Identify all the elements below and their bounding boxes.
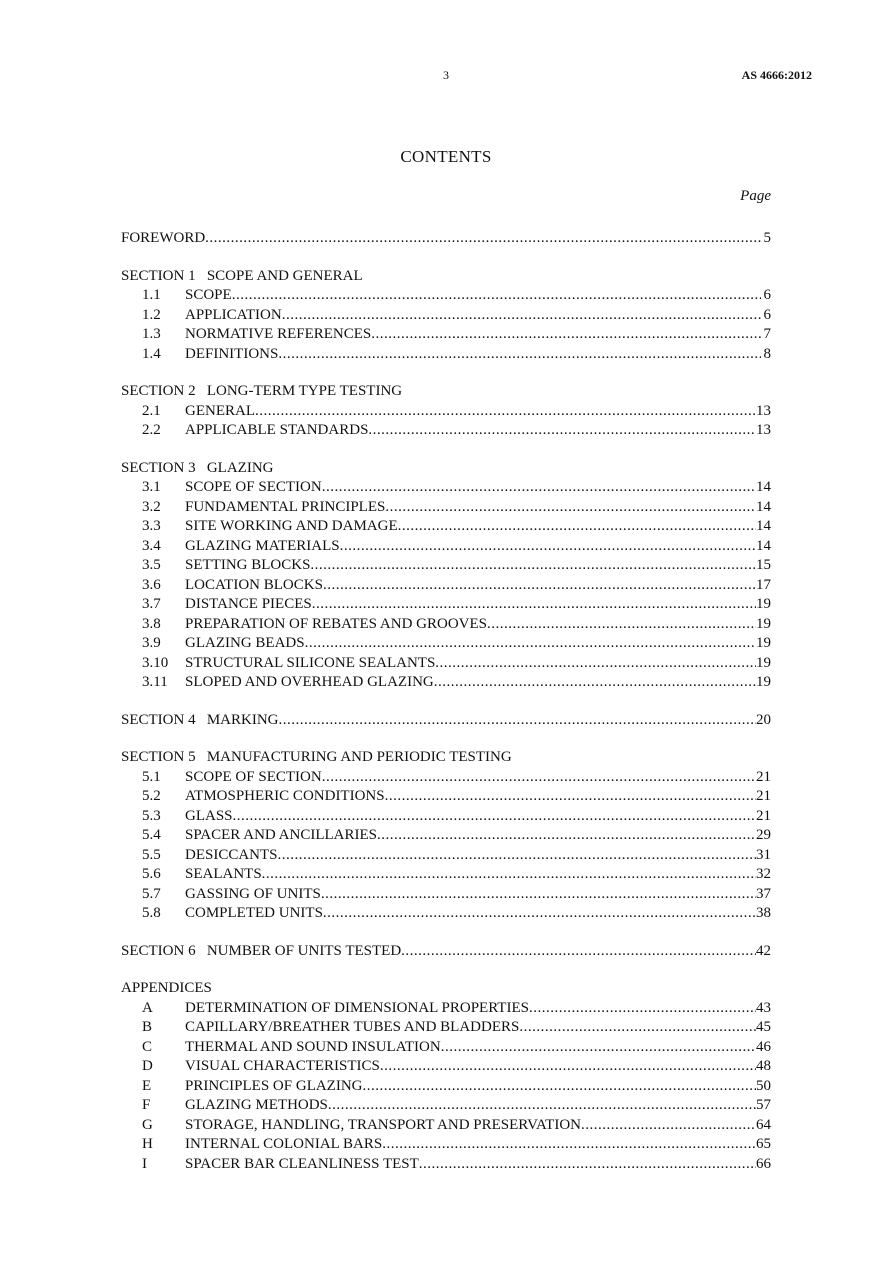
toc-entry-number: 3.3 xyxy=(142,518,161,534)
toc-entry[interactable] xyxy=(121,576,771,596)
toc-entry[interactable] xyxy=(121,325,771,345)
toc-entry[interactable] xyxy=(121,999,771,1019)
toc-entry-number: 5.7 xyxy=(142,885,161,902)
toc-entry-label: PREPARATION OF REBATES AND GROOVES xyxy=(185,615,487,632)
toc-entry-number: 2.1 xyxy=(142,402,161,419)
toc-entry[interactable] xyxy=(121,421,771,441)
toc-leader-dots xyxy=(279,711,757,731)
toc-entry-page: 13 xyxy=(756,402,771,419)
toc-entry-number: 3.10 xyxy=(142,654,169,671)
toc-entry-page: 5 xyxy=(763,230,771,246)
toc-entry-number: A xyxy=(142,999,153,1016)
toc-entry[interactable] xyxy=(121,537,771,557)
toc-entry[interactable] xyxy=(121,673,771,693)
toc-entry[interactable] xyxy=(121,885,771,905)
toc-entry[interactable] xyxy=(121,402,771,422)
toc-entry-page: 14 xyxy=(756,537,771,554)
toc-block-foreword xyxy=(121,229,771,249)
toc-entry-page: 32 xyxy=(756,866,771,882)
toc-entry-page: 14 xyxy=(756,498,771,515)
toc-entry-page: 50 xyxy=(756,1077,771,1094)
toc-entry[interactable] xyxy=(121,1018,771,1038)
toc-leader-dots xyxy=(305,634,756,654)
section-heading xyxy=(121,459,771,479)
toc-leader-dots xyxy=(377,826,756,846)
toc-entry-page: 64 xyxy=(756,1116,771,1133)
toc-entry[interactable] xyxy=(121,1077,771,1097)
toc-entry-label: SPACER BAR CLEANLINESS TEST xyxy=(185,1155,419,1172)
toc-leader-dots xyxy=(312,595,756,615)
toc-entry[interactable] xyxy=(121,306,771,326)
table-of-contents xyxy=(121,229,771,1192)
toc-entry-number: 5.2 xyxy=(142,788,161,804)
toc-entry-number: G xyxy=(142,1116,153,1133)
toc-entry-label: ATMOSPHERIC CONDITIONS xyxy=(185,788,385,804)
toc-entry-number: 3.7 xyxy=(142,596,161,612)
page-number: 3 xyxy=(443,68,449,82)
toc-leader-dots xyxy=(401,942,756,962)
toc-entry-page: 13 xyxy=(756,422,771,438)
toc-leader-dots xyxy=(434,673,756,693)
toc-entry-number: 1.3 xyxy=(142,326,161,342)
toc-entry-page: 65 xyxy=(756,1136,771,1152)
toc-entry-page: 66 xyxy=(756,1155,771,1172)
toc-entry-number: 5.4 xyxy=(142,827,161,843)
toc-entry-label: GLAZING METHODS xyxy=(185,1097,328,1113)
toc-entry-page: 19 xyxy=(756,654,771,671)
toc-entry-page: 19 xyxy=(756,596,771,612)
toc-entry-number: 3.8 xyxy=(142,615,161,632)
toc-entry-page: 19 xyxy=(756,674,771,690)
section-heading-text: SECTION 5 MANUFACTURING AND PERIODIC TESTING xyxy=(121,749,512,765)
toc-leader-dots xyxy=(487,615,756,635)
toc-entry-number: 2.2 xyxy=(142,422,161,438)
toc-leader-dots xyxy=(380,1057,756,1077)
section-heading xyxy=(121,382,771,402)
toc-entry-page: 19 xyxy=(756,635,771,651)
toc-leader-dots xyxy=(323,576,756,596)
toc-entry-page: 6 xyxy=(763,287,771,303)
toc-block-section-5 xyxy=(121,748,771,924)
toc-entry[interactable] xyxy=(121,768,771,788)
toc-entry[interactable] xyxy=(121,654,771,674)
toc-block-section-4 xyxy=(121,711,771,731)
toc-leader-dots xyxy=(581,1116,756,1136)
toc-leader-dots xyxy=(371,325,761,345)
toc-entry-label: INTERNAL COLONIAL BARS xyxy=(185,1136,383,1152)
toc-entry[interactable] xyxy=(121,865,771,885)
section-heading-text: SECTION 3 GLAZING xyxy=(121,459,274,476)
toc-entry-page: 14 xyxy=(756,479,771,495)
toc-entry-page: 17 xyxy=(756,576,771,593)
toc-entry-label: PRINCIPLES OF GLAZING xyxy=(185,1077,363,1094)
toc-entry-label: GASSING OF UNITS xyxy=(185,885,321,902)
toc-leader-dots xyxy=(278,846,756,866)
toc-entry-label: SCOPE OF SECTION xyxy=(185,768,322,785)
toc-leader-dots xyxy=(519,1018,756,1038)
toc-entry-page: 29 xyxy=(756,827,771,843)
toc-entry-label: GENERAL xyxy=(185,402,255,419)
toc-entry-label: NORMATIVE REFERENCES xyxy=(185,326,372,342)
toc-leader-dots xyxy=(340,537,756,557)
toc-entry[interactable] xyxy=(121,286,771,306)
toc-entry-page: 14 xyxy=(756,518,771,534)
toc-entry-number: 5.3 xyxy=(142,807,161,824)
toc-entry-label: SLOPED AND OVERHEAD GLAZING xyxy=(185,674,434,690)
section-heading xyxy=(121,979,771,999)
toc-leader-dots xyxy=(322,768,756,788)
toc-leader-dots xyxy=(322,478,756,498)
toc-entry-section-6[interactable] xyxy=(121,942,771,962)
toc-entry-number: 1.4 xyxy=(142,345,161,362)
toc-block-section-2 xyxy=(121,382,771,441)
toc-entry[interactable] xyxy=(121,1096,771,1116)
toc-block-section-3 xyxy=(121,459,771,693)
toc-entry-page: 48 xyxy=(756,1058,771,1074)
toc-entry-label: GLAZING BEADS xyxy=(185,635,305,651)
toc-entry[interactable] xyxy=(121,634,771,654)
toc-entry-label: STORAGE, HANDLING, TRANSPORT AND PRESERVATION xyxy=(185,1116,582,1133)
toc-entry-page: 19 xyxy=(756,615,771,632)
toc-entry[interactable] xyxy=(121,595,771,615)
section-heading-text: SECTION 1 SCOPE AND GENERAL xyxy=(121,267,363,284)
toc-entry-section-4[interactable] xyxy=(121,711,771,731)
toc-entry-label: DISTANCE PIECES xyxy=(185,596,312,612)
toc-entry-label: DEFINITIONS xyxy=(185,345,279,362)
toc-entry-label: FOREWORD xyxy=(121,230,206,246)
toc-entry-page: 20 xyxy=(756,711,771,728)
toc-block-appendices xyxy=(121,979,771,1174)
toc-entry-label: APPLICABLE STANDARDS xyxy=(185,422,369,438)
toc-entry-label: DESICCANTS xyxy=(185,846,278,863)
toc-entry[interactable] xyxy=(121,345,771,365)
toc-leader-dots xyxy=(385,498,756,518)
toc-entry-number: B xyxy=(142,1019,153,1035)
toc-entry-number: D xyxy=(142,1058,153,1074)
toc-entry-label: SITE WORKING AND DAMAGE xyxy=(185,518,398,534)
toc-entry-label: CAPILLARY/BREATHER TUBES AND BLADDERS xyxy=(185,1019,520,1035)
toc-entry-page: 57 xyxy=(756,1097,771,1113)
toc-entry[interactable] xyxy=(121,478,771,498)
section-heading xyxy=(121,267,771,287)
toc-entry[interactable] xyxy=(121,498,771,518)
toc-entry-page: 37 xyxy=(756,885,771,902)
toc-entry-page: 31 xyxy=(756,846,771,863)
toc-leader-dots xyxy=(205,229,761,249)
toc-entry-label: SEALANTS xyxy=(185,866,262,882)
toc-leader-dots xyxy=(441,1038,756,1058)
toc-entry-label: FUNDAMENTAL PRINCIPLES xyxy=(185,498,386,515)
toc-leader-dots xyxy=(255,402,756,422)
toc-entry-label: LOCATION BLOCKS xyxy=(185,576,323,593)
toc-leader-dots xyxy=(529,999,756,1019)
section-heading xyxy=(121,748,771,768)
toc-entry[interactable] xyxy=(121,1038,771,1058)
toc-entry-page: 8 xyxy=(763,345,771,362)
toc-entry-number: 1.1 xyxy=(142,287,161,303)
toc-entry-foreword[interactable] xyxy=(121,229,771,249)
toc-block-section-6 xyxy=(121,942,771,962)
toc-entry-page: 15 xyxy=(756,557,771,573)
toc-leader-dots xyxy=(363,1077,756,1097)
toc-entry-label: SECTION 4 MARKING xyxy=(121,711,279,728)
toc-entry-label: COMPLETED UNITS xyxy=(185,905,323,921)
toc-leader-dots xyxy=(382,1135,756,1155)
toc-entry-page: 21 xyxy=(756,768,771,785)
toc-entry[interactable] xyxy=(121,1057,771,1077)
toc-leader-dots xyxy=(310,556,756,576)
toc-entry-number: 5.1 xyxy=(142,768,161,785)
toc-leader-dots xyxy=(262,865,756,885)
toc-entry[interactable] xyxy=(121,904,771,924)
toc-leader-dots xyxy=(282,306,761,326)
toc-entry-page: 46 xyxy=(756,1038,771,1055)
toc-entry-page: 21 xyxy=(756,807,771,824)
toc-entry[interactable] xyxy=(121,517,771,537)
toc-entry-number: 3.1 xyxy=(142,479,161,495)
toc-entry-number: 3.6 xyxy=(142,576,161,593)
toc-entry-label: SCOPE OF SECTION xyxy=(185,479,322,495)
toc-entry[interactable] xyxy=(121,615,771,635)
toc-entry[interactable] xyxy=(121,846,771,866)
toc-leader-dots xyxy=(419,1155,756,1175)
toc-leader-dots xyxy=(368,421,756,441)
toc-entry-label: SCOPE xyxy=(185,287,232,303)
toc-entry-label: SPACER AND ANCILLARIES xyxy=(185,827,377,843)
toc-entry-page: 38 xyxy=(756,905,771,921)
toc-entry-number: I xyxy=(142,1155,147,1172)
toc-entry-number: 5.5 xyxy=(142,846,161,863)
toc-entry-page: 21 xyxy=(756,788,771,804)
toc-leader-dots xyxy=(278,345,761,365)
toc-leader-dots xyxy=(232,286,761,306)
toc-entry-label: APPLICATION xyxy=(185,306,282,323)
toc-entry-number: 3.5 xyxy=(142,557,161,573)
toc-entry[interactable] xyxy=(121,826,771,846)
toc-entry-label: THERMAL AND SOUND INSULATION xyxy=(185,1038,441,1055)
section-heading-text: SECTION 2 LONG-TERM TYPE TESTING xyxy=(121,383,403,399)
page-column-label: Page xyxy=(740,188,771,204)
toc-entry-number: E xyxy=(142,1077,152,1094)
toc-leader-dots xyxy=(321,885,756,905)
toc-entry-label: DETERMINATION OF DIMENSIONAL PROPERTIES xyxy=(185,999,529,1016)
toc-entry-page: 45 xyxy=(756,1019,771,1035)
toc-leader-dots xyxy=(435,654,756,674)
toc-entry-number: 5.6 xyxy=(142,866,161,882)
toc-entry[interactable] xyxy=(121,1155,771,1175)
toc-leader-dots xyxy=(233,807,756,827)
toc-leader-dots xyxy=(323,904,756,924)
toc-entry-label: GLASS xyxy=(185,807,233,824)
toc-entry-page: 7 xyxy=(763,326,771,342)
contents-title: CONTENTS xyxy=(400,147,492,166)
toc-entry-number: F xyxy=(142,1097,151,1113)
toc-entry-page: 43 xyxy=(756,999,771,1016)
toc-entry-number: 3.9 xyxy=(142,635,161,651)
toc-entry[interactable] xyxy=(121,787,771,807)
toc-entry-number: C xyxy=(142,1038,153,1055)
toc-leader-dots xyxy=(385,787,756,807)
toc-entry[interactable] xyxy=(121,1116,771,1136)
toc-entry-number: 3.11 xyxy=(142,674,168,690)
toc-entry-label: GLAZING MATERIALS xyxy=(185,537,340,554)
toc-entry-number: 5.8 xyxy=(142,905,161,921)
toc-entry-label: SECTION 6 NUMBER OF UNITS TESTED xyxy=(121,942,402,959)
toc-entry-label: VISUAL CHARACTERISTICS xyxy=(185,1058,380,1074)
toc-entry-number: 1.2 xyxy=(142,306,161,323)
section-heading-text: APPENDICES xyxy=(121,980,212,996)
toc-leader-dots xyxy=(398,517,756,537)
toc-entry-number: 3.2 xyxy=(142,498,161,515)
toc-entry-number: H xyxy=(142,1136,153,1152)
toc-entry[interactable] xyxy=(121,556,771,576)
toc-block-section-1 xyxy=(121,267,771,365)
toc-entry-page: 6 xyxy=(763,306,771,323)
document-id: AS 4666:2012 xyxy=(741,68,812,82)
toc-entry[interactable] xyxy=(121,1135,771,1155)
toc-entry-page: 42 xyxy=(756,942,771,959)
toc-entry-label: STRUCTURAL SILICONE SEALANTS xyxy=(185,654,436,671)
toc-leader-dots xyxy=(328,1096,756,1116)
toc-entry-label: SETTING BLOCKS xyxy=(185,557,311,573)
toc-entry[interactable] xyxy=(121,807,771,827)
toc-entry-number: 3.4 xyxy=(142,537,161,554)
